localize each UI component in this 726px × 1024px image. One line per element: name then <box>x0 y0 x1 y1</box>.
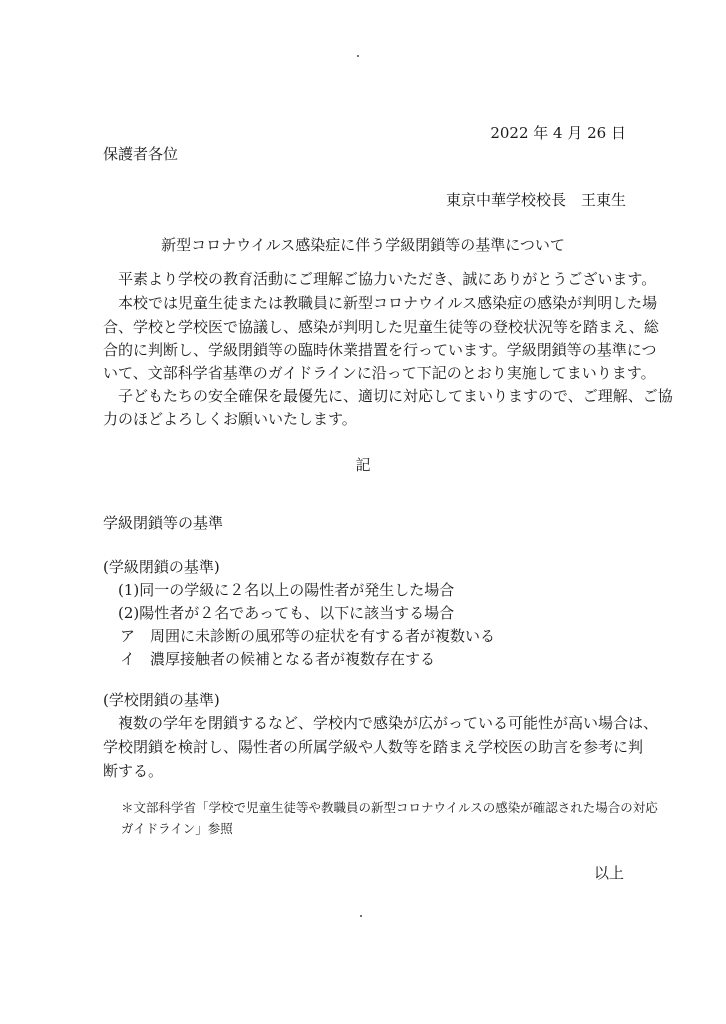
school-closure-line: 複数の学年を閉鎖するなど、学校内で感染が広がっている可能性が高い場合は、 <box>103 714 659 732</box>
body-line: いて、文部科学省基準のガイドラインに沿って下記のとおり実施してまいります。 <box>103 364 656 382</box>
sender: 東京中華学校校長 王東生 <box>445 191 626 209</box>
reference-note-line: ＊文部科学省「学校で児童生徒等や教職員の新型コロナウイルスの感染が確認された場合の対応 <box>121 800 658 815</box>
body-line: 子どもたちの安全確保を最優先に、適切に対応してまいりますので、ご理解、ご協 <box>103 387 673 405</box>
reference-note-line: ガイドライン」参照 <box>121 821 233 836</box>
closing-mark: 以上 <box>593 864 624 882</box>
body-line: 本校では児童生徒または教職員に新型コロナウイルス感染症の感染が判明した場 <box>103 294 658 312</box>
body-line: 力のほどよろしくお願いいたします。 <box>103 410 357 428</box>
school-closure-line: 学校閉鎖を検討し、陽性者の所属学級や人数等を踏まえ学校医の助言を参考に判 <box>103 738 644 756</box>
class-closure-item: (1)同一の学級に２名以上の陽性者が発生した場合 <box>118 581 455 599</box>
school-closure-heading: (学校閉鎖の基準) <box>103 691 220 709</box>
recipient: 保護者各位 <box>103 145 179 163</box>
section-heading: 学級閉鎖等の基準 <box>103 514 224 532</box>
body-line: 合、学校と学校医で協議し、感染が判明した児童生徒等の登校状況等を踏まえ、総 <box>103 318 659 336</box>
class-closure-item: (2)陽性者が２名であっても、以下に該当する場合 <box>118 604 455 622</box>
class-closure-heading: (学級閉鎖の基準) <box>103 558 220 576</box>
school-closure-line: 断する。 <box>103 762 164 780</box>
letter-title: 新型コロナウイルス感染症に伴う学級閉鎖等の基準について <box>161 236 565 254</box>
scan-speck <box>357 55 359 57</box>
body-line: 平素より学校の教育活動にご理解ご協力いただき、誠にありがとうございます。 <box>103 270 657 288</box>
class-closure-subitem: ア 周囲に未診断の風邪等の症状を有する者が複数いる <box>120 627 496 645</box>
scan-speck <box>360 915 362 917</box>
ki-marker: 記 <box>355 456 371 474</box>
body-line: 合的に判断し、学級閉鎖等の臨時休業措置を行っています。学級閉鎖等の基準につ <box>103 341 657 359</box>
letter-date: 2022 年 4 月 26 日 <box>490 124 626 142</box>
class-closure-subitem: イ 濃厚接触者の候補となる者が複数存在する <box>120 650 436 668</box>
